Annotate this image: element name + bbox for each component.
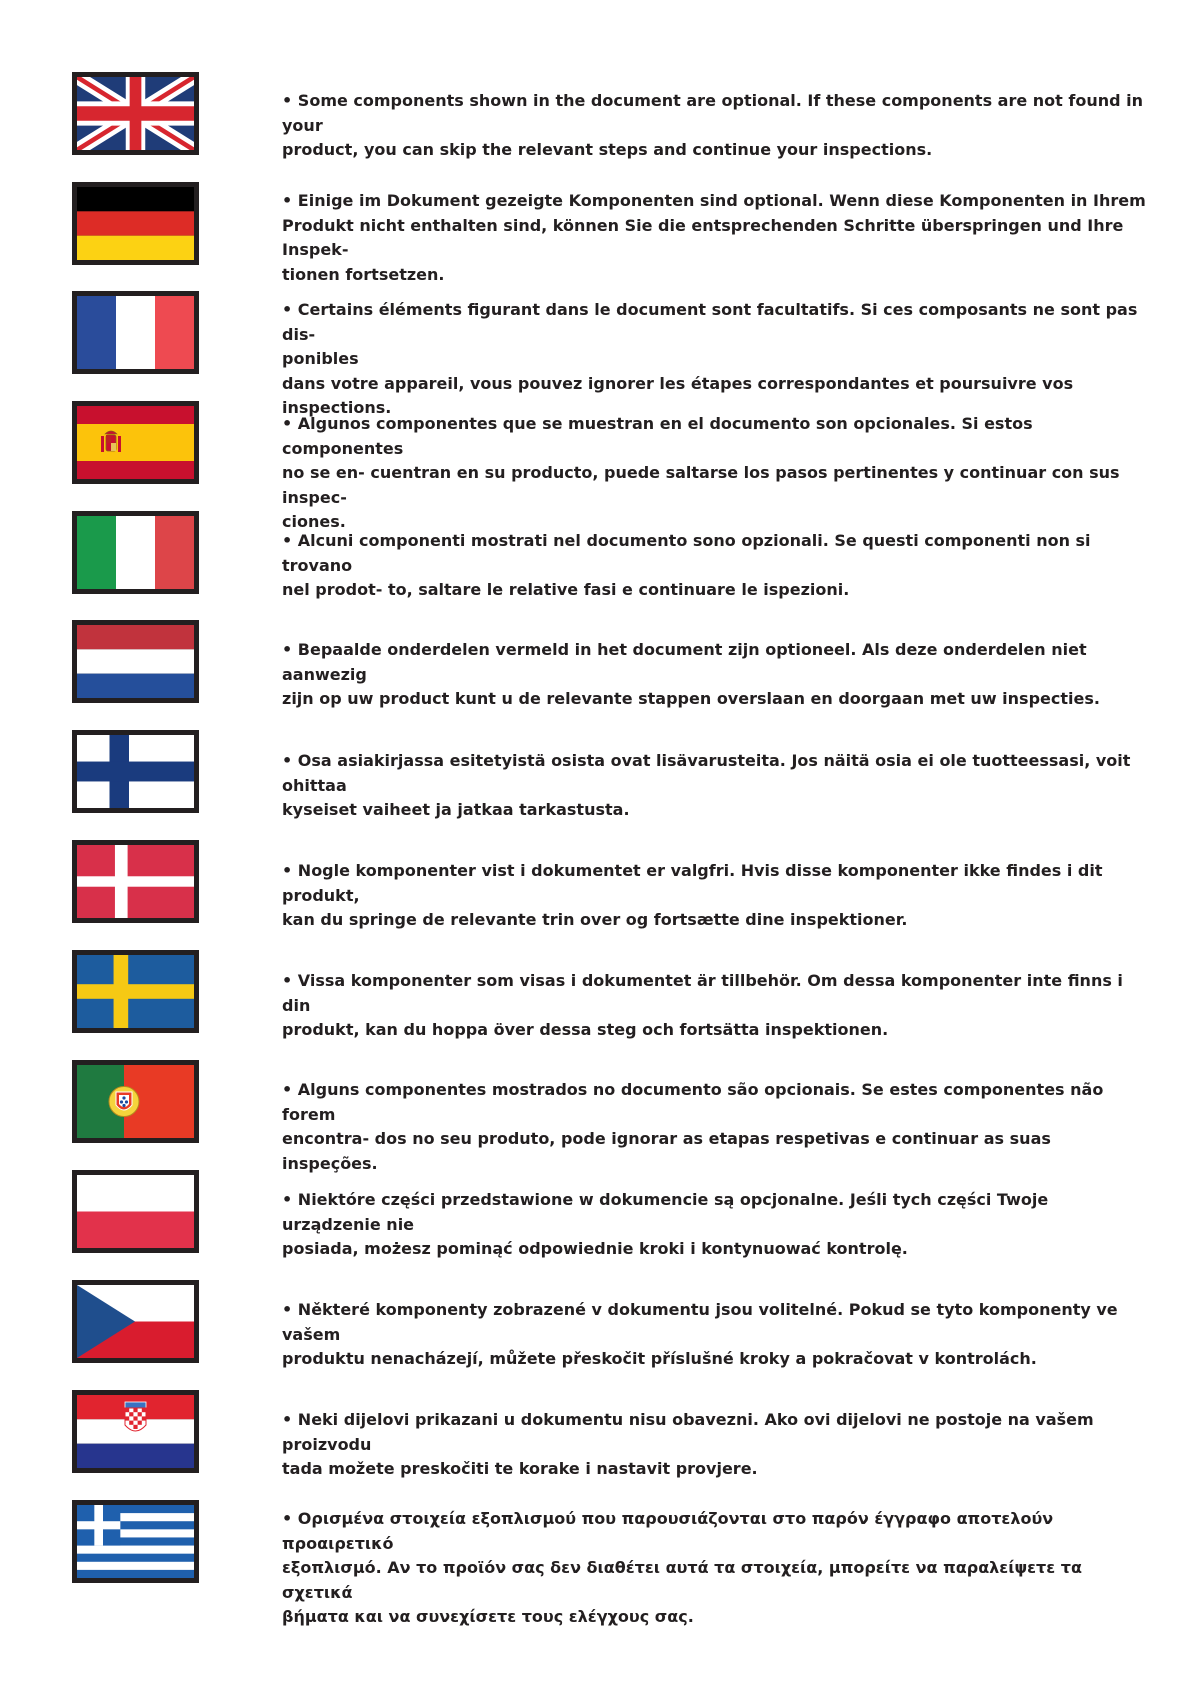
entry-text: • Ορισμένα στοιχεία εξοπλισμού που παρουσιάζονται στο παρόν έγγραφο αποτελούν προαιρετικό εξοπλισμό. Αν το προϊόν σας δεν διαθέτει αυτά τα στοιχεία, μπορείτε να παραλείψετε τα σχετικά βήματα και να συνεχίσετε τους ελέγχους σας.: [282, 1509, 1082, 1626]
entry-text: • Bepaalde onderdelen vermeld in het document zijn optioneel. Als deze onderdelen niet aanwezig zijn op uw product kunt u de relevante stappen overslaan en doorgaan met uw inspecties.: [282, 640, 1100, 708]
entry-text: • Alcuni componenti mostrati nel documento sono opzionali. Se questi componenti non si trovano nel prodot- to, saltare le relative fasi e continuare le ispezioni.: [282, 531, 1091, 599]
france-flag-icon: [72, 291, 199, 374]
italy-flag-icon: [72, 511, 199, 594]
denmark-flag-icon: [72, 840, 199, 923]
entry-text: • Neki dijelovi prikazani u dokumentu nisu obavezni. Ako ovi dijelovi ne postoje na vašem proizvodu tada možete preskočiti te korake i nastavit provjere.: [282, 1410, 1094, 1478]
croatia-flag-icon: [72, 1390, 199, 1473]
spain-flag-icon: [72, 401, 199, 484]
czech-flag-icon: [72, 1280, 199, 1363]
greece-flag-icon: [72, 1500, 199, 1583]
entry-text: • Alguns componentes mostrados no documento são opcionais. Se estes componentes não forem encontra- dos no seu produto, pode ignorar as etapas respetivas e continuar as suas inspeções.: [282, 1080, 1104, 1173]
entry-text: • Niektóre części przedstawione w dokumencie są opcjonalne. Jeśli tych części Twoje urządzenie nie posiada, możesz pominąć odpowiednie kroki i kontynuować kontrolę.: [282, 1190, 1049, 1258]
sweden-flag-icon: [72, 950, 199, 1033]
poland-flag-icon: [72, 1170, 199, 1253]
netherlands-flag-icon: [72, 620, 199, 703]
uk-flag-icon: [72, 72, 199, 155]
entry-text: • Osa asiakirjassa esitetyistä osista ovat lisävarusteita. Jos näitä osia ei ole tuotteessasi, voit ohittaa kyseiset vaiheet ja jatkaa tarkastusta.: [282, 751, 1131, 819]
entry-text: • Certains éléments figurant dans le document sont facultatifs. Si ces composants ne sont pas dis- ponibles dans votre appareil, vous pouvez ignorer les étapes correspondantes et poursuivre vos inspections.: [282, 300, 1138, 417]
entry-text: • Vissa komponenter som visas i dokumentet är tillbehör. Om dessa komponenter inte finns i din produkt, kan du hoppa över dessa steg och fortsätta inspektionen.: [282, 971, 1123, 1039]
entry-text: • Algunos componentes que se muestran en el documento son opcionales. Si estos componentes no se en- cuentran en su producto, puede saltarse los pasos pertinentes y continuar con sus inspec- ciones.: [282, 414, 1120, 531]
entry-text: • Některé komponenty zobrazené v dokumentu jsou volitelné. Pokud se tyto komponenty ve vašem produktu nenacházejí, můžete přeskočit příslušné kroky a pokračovat v kontrolách.: [282, 1300, 1118, 1368]
entry-text: • Some components shown in the document are optional. If these components are not found in your product, you can skip the relevant steps and continue your inspections.: [282, 91, 1144, 159]
finland-flag-icon: [72, 730, 199, 813]
entry-text: • Einige im Dokument gezeigte Komponenten sind optional. Wenn diese Komponenten in Ihrem Produkt nicht enthalten sind, können Sie die entsprechenden Schritte überspringen und Ihre Inspek- tionen fortsetzen.: [282, 191, 1146, 284]
portugal-flag-icon: [72, 1060, 199, 1143]
germany-flag-icon: [72, 182, 199, 265]
entry-text: • Nogle komponenter vist i dokumentet er valgfri. Hvis disse komponenter ikke findes i dit produkt, kan du springe de relevante trin over og fortsætte dine inspektioner.: [282, 861, 1103, 929]
